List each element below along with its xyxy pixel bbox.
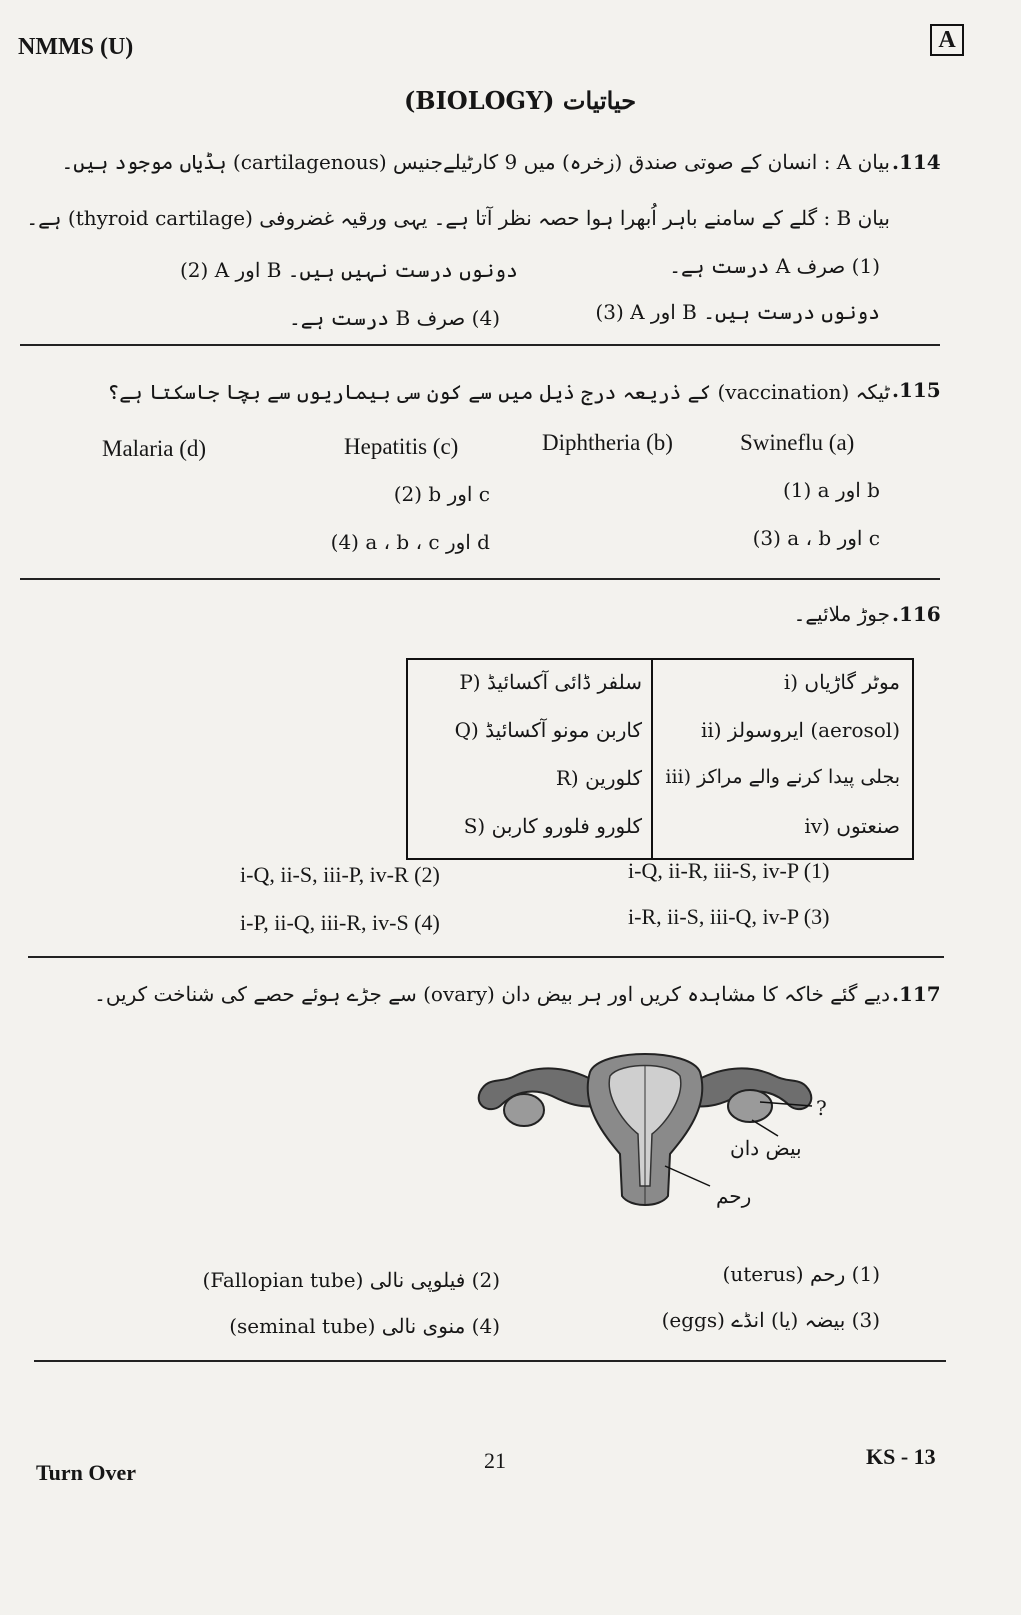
q115-disease-a: Swineflu (a) [740, 430, 855, 455]
q117-option-3[interactable]: (3) بیضہ (یا) انڈے (eggs) [661, 1308, 880, 1332]
q115-option-3[interactable]: (3) a ، b اور c [752, 526, 880, 550]
q116-option-2[interactable]: i-Q, ii-S, iii-P, iv-R (2) [240, 862, 440, 887]
q114-option-1[interactable]: (1) صرف A درست ہے۔ [669, 254, 880, 278]
q116-option-1[interactable]: i-Q, ii-R, iii-S, iv-P (1) [628, 858, 830, 883]
page-number: 21 [484, 1448, 506, 1473]
match-right-s: S) کلورو فلورو کاربن [463, 814, 642, 838]
divider [20, 344, 940, 346]
pointer-line-uterus [665, 1166, 710, 1186]
set-code-box: A [930, 24, 964, 56]
q115-question: ٹیکہ (vaccination) کے ذریعہ درج ذیل میں سے کون سی بیماریوں سے بچا جاسکتا ہے؟ [107, 380, 890, 404]
q115-option-4[interactable]: (4) a ، b ، c اور d [330, 530, 490, 554]
match-table-divider [651, 660, 653, 858]
q116-option-4[interactable]: i-P, ii-Q, iii-R, iv-S (4) [240, 910, 440, 935]
q115-number: .115 [892, 378, 941, 402]
q115-option-1[interactable]: (1) a اور b [782, 478, 880, 502]
match-right-q: Q) کاربن مونو آکسائیڈ [454, 718, 642, 742]
paper-code: NMMS (U) [18, 34, 134, 60]
q115-disease-b: Diphtheria (b) [542, 430, 673, 455]
divider [28, 956, 944, 958]
q115-disease-c: Hepatitis (c) [344, 434, 459, 459]
q116-question: جوڑ ملائیے۔ [793, 602, 890, 626]
section-title: (BIOLOGY) حیاتیات [403, 86, 637, 115]
q114-statement-a: بیان A : انسان کے صوتی صندق (زخرہ) میں 9 کارٹیلےجنیس (cartilagenous) ہڈیاں موجود ہیں۔ [61, 150, 890, 174]
q117-option-1[interactable]: (1) رحم (uterus) [722, 1262, 880, 1286]
diagram-label-uterus: رحم [716, 1184, 752, 1208]
booklet-code: KS - 13 [866, 1444, 936, 1469]
turn-over-label: Turn Over [36, 1460, 137, 1485]
q114-option-3[interactable]: (3) A اور B دونوں درست ہیں۔ [595, 300, 880, 324]
match-table [406, 658, 914, 860]
q117-question: دیے گئے خاکہ کا مشاہدہ کریں اور ہر بیض دان (ovary) سے جڑے ہوئے حصے کی شناخت کریں۔ [94, 982, 890, 1006]
match-left-iv: iv) صنعتوں [804, 814, 900, 838]
pointer-line-ovary [752, 1120, 778, 1136]
match-right-p: P) سلفر ڈائی آکسائیڈ [459, 670, 642, 694]
uterus-diagram [460, 1036, 880, 1216]
q117-number: .117 [892, 982, 941, 1006]
q116-option-3[interactable]: i-R, ii-S, iii-Q, iv-P (3) [628, 904, 830, 929]
match-left-ii: ii) ایروسولز (aerosol) [700, 718, 900, 742]
q115-option-2[interactable]: (2) b اور c [393, 482, 490, 506]
q117-option-2[interactable]: (2) فیلوپی نالی (Fallopian tube) [202, 1268, 500, 1292]
match-left-iii: iii) بجلی پیدا کرنے والے مراکز [665, 766, 900, 788]
q114-statement-b: بیان B : گلے کے سامنے باہر اُبھرا ہوا حصہ نظر آتا ہے۔ یہی ورقیہ غضروفی (thyroid cartilage) ہے۔ [26, 206, 890, 230]
q114-option-2[interactable]: (2) A اور B دونوں درست نہیں ہیں۔ [180, 258, 518, 282]
match-left-i: i) موٹر گاڑیاں [783, 670, 900, 694]
left-ovary [504, 1094, 544, 1126]
divider [34, 1360, 946, 1362]
q117-option-4[interactable]: (4) منوی نالی (seminal tube) [229, 1314, 500, 1338]
diagram-label-question: ? [816, 1096, 827, 1120]
right-ovary [728, 1090, 772, 1122]
diagram-label-ovary: بیض دان [730, 1136, 802, 1160]
q114-number: .114 [892, 150, 941, 174]
match-right-r: R) کلورین [555, 766, 642, 790]
q115-disease-d: Malaria (d) [102, 436, 207, 461]
q116-number: .116 [892, 602, 941, 626]
divider [20, 578, 940, 580]
q114-option-4[interactable]: (4) صرف B درست ہے۔ [289, 306, 500, 330]
